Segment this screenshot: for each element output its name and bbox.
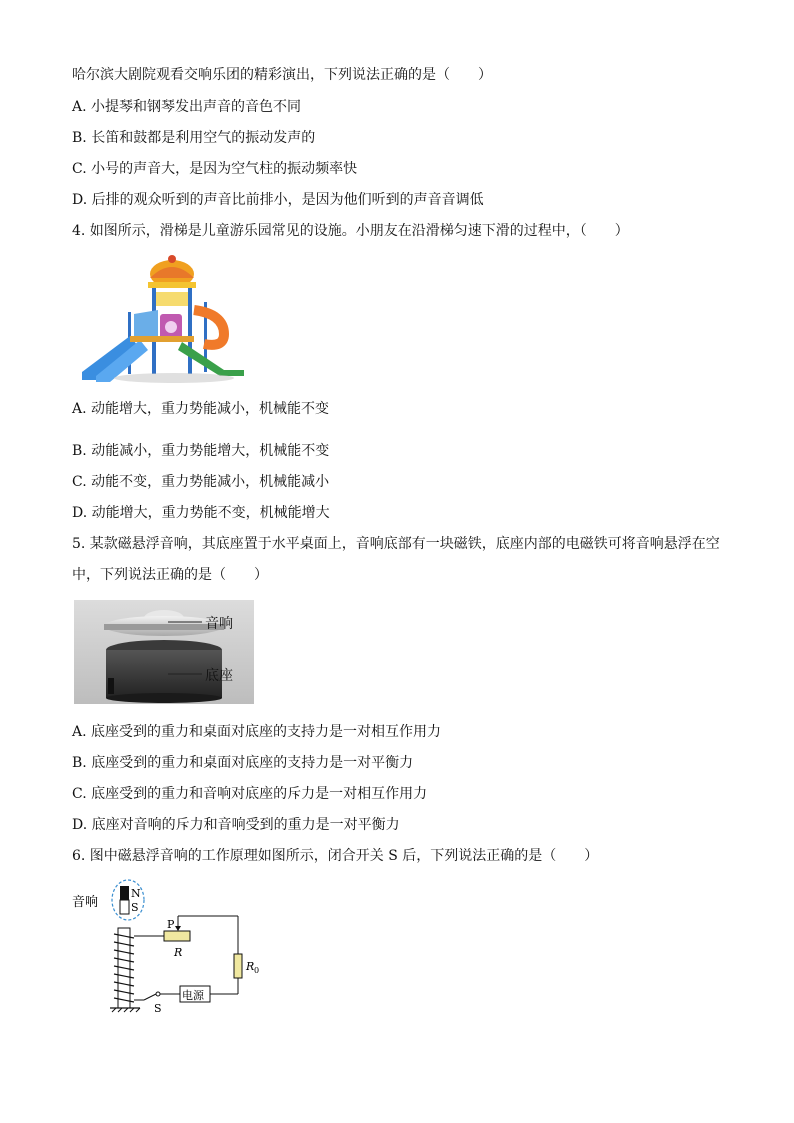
q3-option-a: A. 小提琴和钢琴发出声音的音色不同: [72, 99, 302, 115]
q4-option-d: D. 动能增大，重力势能不变，机械能增大: [72, 505, 330, 521]
q6-stem: 6. 图中磁悬浮音响的工作原理如图所示，闭合开关 S 后，下列说法正确的是（ ）: [72, 848, 599, 864]
circuit-speaker-label: 音响: [72, 895, 99, 910]
q4-option-c: C. 动能不变，重力势能减小，机械能减小: [72, 474, 330, 490]
q4-option-a: A. 动能增大，重力势能减小，机械能不变: [72, 401, 330, 417]
circuit-diagram: [70, 876, 270, 1020]
q5-option-a: A. 底座受到的重力和桌面对底座的支持力是一对相互作用力: [72, 724, 442, 740]
q3-stem: 哈尔滨大剧院观看交响乐团的精彩演出，下列说法正确的是（ ）: [72, 67, 492, 83]
q3-option-b: B. 长笛和鼓都是利用空气的振动发声的: [72, 130, 316, 146]
q5-option-d: D. 底座对音响的斥力和音响受到的重力是一对平衡力: [72, 817, 400, 833]
q5-option-b: B. 底座受到的重力和桌面对底座的支持力是一对平衡力: [72, 755, 414, 771]
q5-stem-line1: 5. 某款磁悬浮音响，其底座置于水平桌面上，音响底部有一块磁铁，底座内部的电磁铁可将音响悬浮在空: [72, 536, 720, 552]
resistor-r0: [234, 954, 242, 978]
slide-figure: [74, 252, 252, 390]
slider-label: P: [167, 918, 175, 931]
resistor-label: R: [246, 960, 255, 973]
q4-stem: 4. 如图所示，滑梯是儿童游乐园常见的设施。小朋友在沿滑梯匀速下滑的过程中，（ ）: [72, 223, 629, 239]
q3-option-c: C. 小号的声音大，是因为空气柱的振动频率快: [72, 161, 358, 177]
power-label: 电源: [182, 989, 204, 1002]
switch-label: S: [154, 1002, 162, 1015]
magnet-north-half: [120, 886, 129, 900]
rheostat-label: R: [174, 946, 183, 959]
resistor-subscript: 0: [254, 966, 260, 975]
switch-blade: [144, 994, 156, 1000]
label-base: 底座: [205, 668, 233, 684]
q5-option-c: C. 底座受到的重力和音响对底座的斥力是一对相互作用力: [72, 786, 428, 802]
maglev-circuit-svg: [70, 876, 270, 1016]
magnet-south-half: [120, 900, 129, 914]
magnet-n-label: N: [131, 887, 141, 900]
q5-stem-line2: 中，下列说法正确的是（ ）: [72, 567, 268, 583]
q3-option-d: D. 后排的观众听到的声音比前排小，是因为他们听到的声音音调低: [72, 192, 484, 208]
playground-slide-image: [74, 252, 252, 386]
rheostat: [164, 931, 190, 941]
label-speaker: 音响: [205, 616, 233, 632]
magnet-s-label: S: [131, 901, 139, 914]
q4-option-b: B. 动能减小，重力势能增大，机械能不变: [72, 443, 330, 459]
coil-windings: [114, 934, 134, 1002]
switch-contact: [156, 992, 160, 996]
